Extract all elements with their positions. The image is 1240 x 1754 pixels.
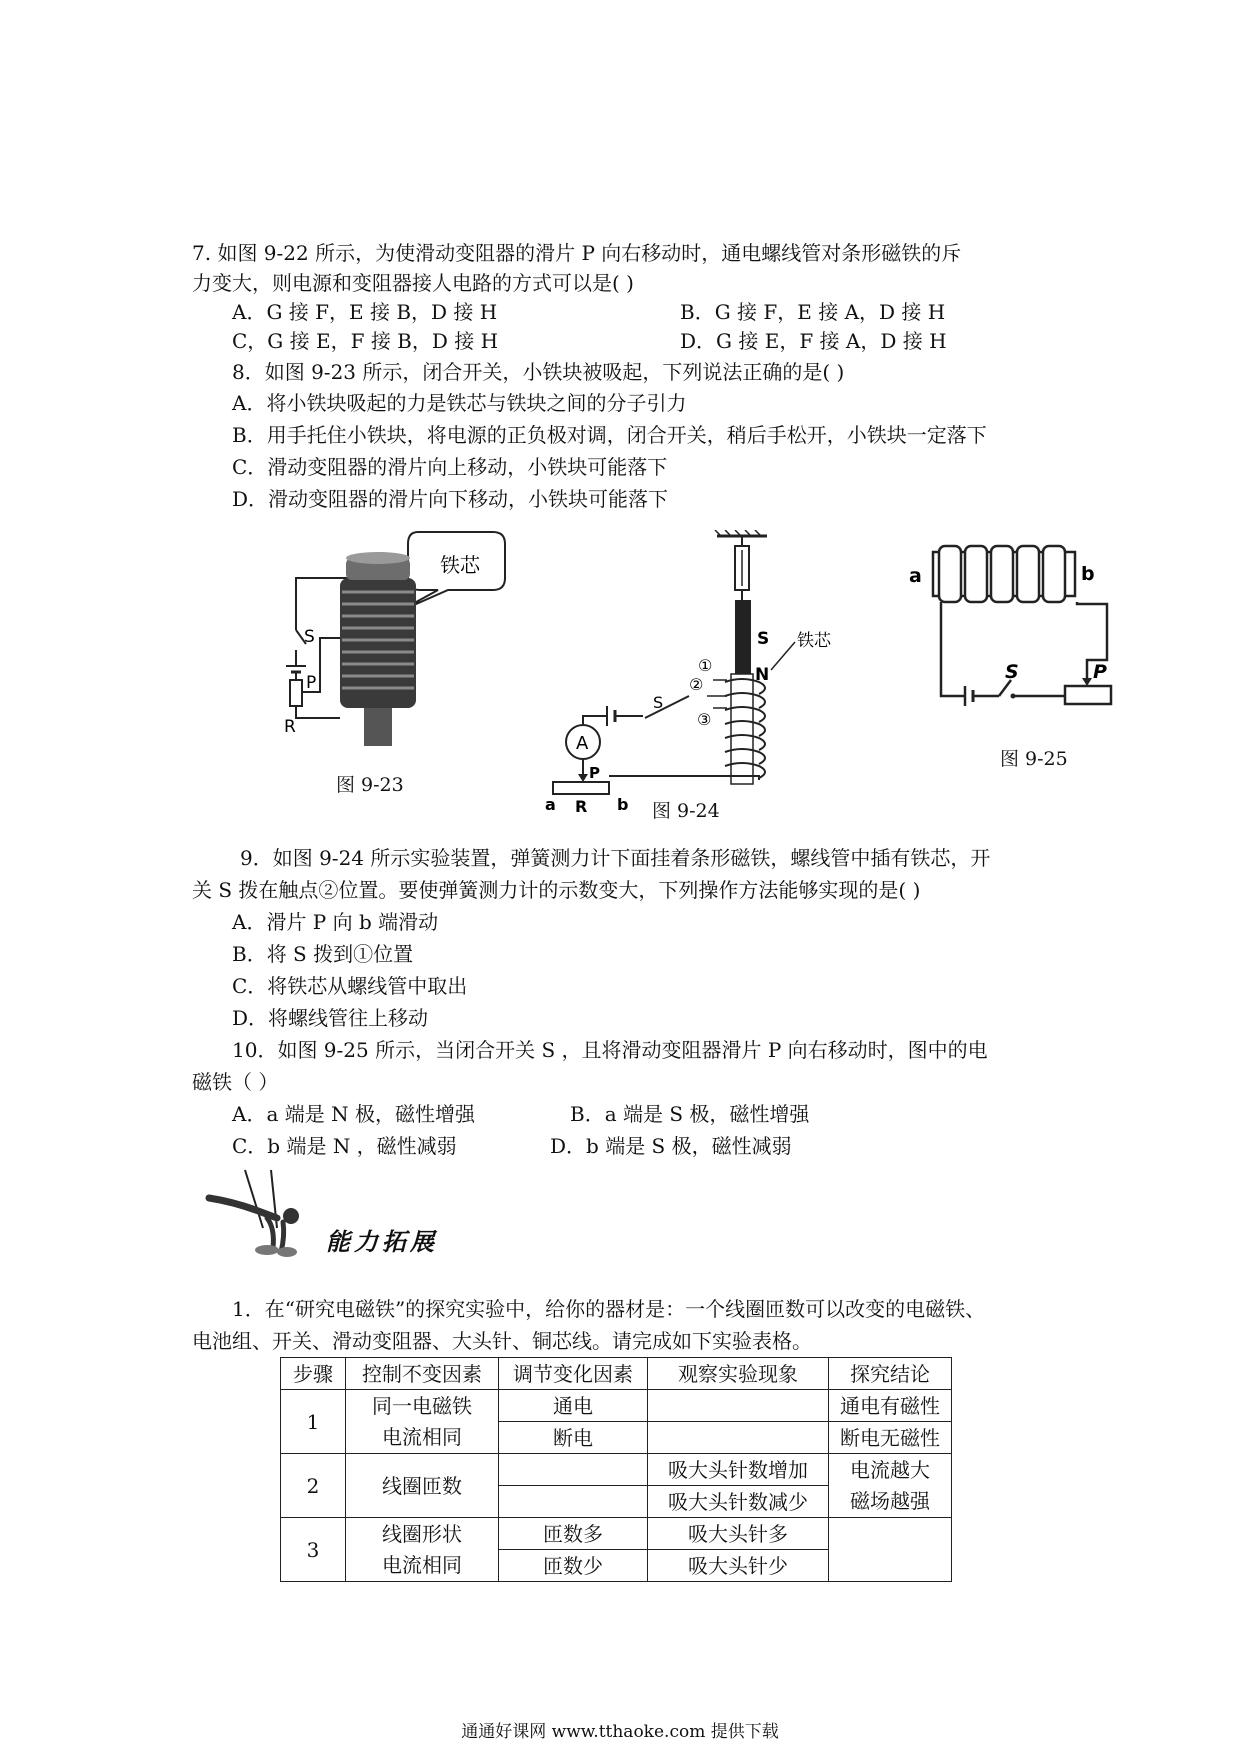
- rheostat-25: [1065, 686, 1111, 704]
- q7-line1: 7. 如图 9-22 所示，为使滑动变阻器的滑片 P 向右移动时，通电螺线管对条形磁铁的斥: [192, 241, 962, 265]
- r2-control: 线圈匝数: [346, 1454, 499, 1518]
- label-s-25: S: [1005, 661, 1019, 683]
- q9-option-d: D．将螺线管往上移动: [232, 1006, 429, 1030]
- q10-option-b: B．a 端是 S 极，磁性增强: [570, 1102, 810, 1126]
- label-p-24: P: [589, 764, 600, 782]
- contact-3: ③: [697, 710, 712, 729]
- label-core: 铁芯: [797, 631, 831, 651]
- r2-observe-b: 吸大头针数减少: [648, 1486, 829, 1518]
- r1-conclusion-a: 通电有磁性: [829, 1390, 952, 1422]
- r3-control-a: 线圈形状: [346, 1518, 499, 1550]
- section-title: 能力拓展: [326, 1228, 438, 1256]
- header-step: 步骤: [281, 1358, 346, 1390]
- caption-9-23: 图 9-23: [336, 774, 404, 796]
- r3-adjust-a: 匝数多: [499, 1518, 648, 1550]
- figure-9-24: [545, 530, 845, 815]
- q7-option-d: D．G 接 E，F 接 A，D 接 H: [680, 329, 947, 353]
- table-row: [281, 1390, 952, 1422]
- q9-line2: 关 S 拨在触点②位置。要使弹簧测力计的示数变大，下列操作方法能够实现的是( ): [192, 878, 921, 902]
- switch-s-24: [645, 696, 689, 718]
- r1-control-a: 同一电磁铁: [346, 1390, 499, 1422]
- r2-step: 2: [281, 1454, 346, 1518]
- r1-adjust-a: 通电: [499, 1390, 648, 1422]
- gymnast-icon: [205, 1168, 330, 1268]
- q8-option-c: C．滑动变阻器的滑片向上移动，小铁块可能落下: [232, 455, 668, 479]
- q9-option-b: B．将 S 拨到①位置: [232, 942, 414, 966]
- r1-observe-b: [648, 1422, 829, 1454]
- label-p-25: P: [1093, 661, 1107, 683]
- figure-9-23: [280, 530, 510, 750]
- q10-option-c: C．b 端是 N ，磁性减弱: [232, 1134, 457, 1158]
- q9-option-a: A．滑片 P 向 b 端滑动: [232, 910, 439, 934]
- header-adjust: 调节变化因素: [499, 1358, 648, 1390]
- q7-option-c: C，G 接 E，F 接 B，D 接 H: [232, 329, 499, 353]
- label-ammeter: A: [576, 733, 589, 754]
- label-magnet-n: N: [755, 665, 770, 685]
- q9-option-c: C．将铁芯从螺线管中取出: [232, 974, 468, 998]
- page-footer: 通通好课网 www.tthaoke.com 提供下载: [461, 1722, 779, 1742]
- experiment-table: [280, 1357, 952, 1582]
- q10-line1: 10．如图 9-25 所示，当闭合开关 S ，且将滑动变阻器滑片 P 向右移动时，图中的电: [232, 1038, 988, 1062]
- q10-option-a: A．a 端是 N 极，磁性增强: [232, 1102, 475, 1126]
- bar-magnet: [735, 600, 751, 678]
- q9-line1: 9．如图 9-24 所示实验装置，弹簧测力计下面挂着条形磁铁，螺线管中插有铁芯，开: [240, 846, 991, 870]
- q8-option-a: A．将小铁块吸起的力是铁芯与铁块之间的分子引力: [232, 391, 687, 415]
- label-b-25: b: [1081, 563, 1095, 585]
- r3-control-b: 电流相同: [346, 1550, 499, 1582]
- r3-observe-a: 吸大头针多: [648, 1518, 829, 1550]
- table-header-row: [281, 1358, 952, 1390]
- iron-core-24: [731, 674, 753, 784]
- label-switch: S: [653, 693, 664, 712]
- q10-option-d: D．b 端是 S 极，磁性减弱: [550, 1134, 792, 1158]
- table-row: [281, 1518, 952, 1550]
- contact-2: ②: [689, 675, 704, 694]
- label-a-25: a: [909, 565, 922, 587]
- r3-observe-b: 吸大头针少: [648, 1550, 829, 1582]
- label-a-24: a: [545, 795, 556, 814]
- label-r-24: R: [575, 797, 588, 815]
- r1-control-b: 电流相同: [346, 1422, 499, 1454]
- r2-conclusion-a: 电流越大: [829, 1454, 952, 1486]
- header-control: 控制不变因素: [346, 1358, 499, 1390]
- r3-conclusion: [829, 1518, 952, 1582]
- contact-1: ①: [698, 656, 713, 675]
- caption-9-25: 图 9-25: [1000, 748, 1068, 770]
- r2-adjust-b: [499, 1486, 648, 1518]
- coil-25: [939, 546, 1065, 602]
- r2-adjust-a: [499, 1454, 648, 1486]
- label-p: P: [306, 673, 317, 693]
- r1-adjust-b: 断电: [499, 1422, 648, 1454]
- q7-option-b: B．G 接 F，E 接 A，D 接 H: [680, 300, 946, 324]
- ext1-line1: 1．在“研究电磁铁”的探究实验中，给你的器材是：一个线圈匝数可以改变的电磁铁、: [232, 1297, 986, 1321]
- label-r: R: [284, 717, 296, 737]
- r1-conclusion-b: 断电无磁性: [829, 1422, 952, 1454]
- q10-line2: 磁铁（ ）: [192, 1070, 279, 1094]
- r3-step: 3: [281, 1518, 346, 1582]
- label-b-24: b: [617, 795, 629, 814]
- bubble-label: 铁芯: [440, 553, 480, 577]
- rod: [364, 706, 392, 746]
- caption-9-24: 图 9-24: [652, 800, 720, 822]
- r2-conclusion-b: 磁场越强: [829, 1486, 952, 1518]
- label-s: S: [304, 627, 315, 647]
- r1-observe-a: [648, 1390, 829, 1422]
- ext1-line2: 电池组、开关、滑动变阻器、大头针、铜芯线。请完成如下实验表格。: [192, 1329, 812, 1353]
- r2-observe-a: 吸大头针数增加: [648, 1454, 829, 1486]
- table-row: [281, 1422, 952, 1454]
- rheostat-24: [553, 782, 609, 794]
- q7-line2: 力变大，则电源和变阻器接人电路的方式可以是( ): [192, 271, 634, 295]
- label-magnet-s: S: [757, 629, 770, 649]
- figure-9-25: [905, 538, 1130, 713]
- header-conclusion: 探究结论: [829, 1358, 952, 1390]
- r1-step: 1: [281, 1390, 346, 1454]
- q8-stem: 8．如图 9-23 所示，闭合开关，小铁块被吸起，下列说法正确的是( ): [232, 360, 845, 384]
- q8-option-d: D．滑动变阻器的滑片向下移动，小铁块可能落下: [232, 487, 669, 511]
- q7-option-a: A．G 接 F，E 接 B，D 接 H: [232, 300, 498, 324]
- header-observe: 观察实验现象: [648, 1358, 829, 1390]
- q8-option-b: B．用手托住小铁块，将电源的正负极对调，闭合开关，稍后手松开，小铁块一定落下: [232, 423, 987, 447]
- r3-adjust-b: 匝数少: [499, 1550, 648, 1582]
- rheostat-r: [290, 680, 302, 706]
- table-row: [281, 1454, 952, 1486]
